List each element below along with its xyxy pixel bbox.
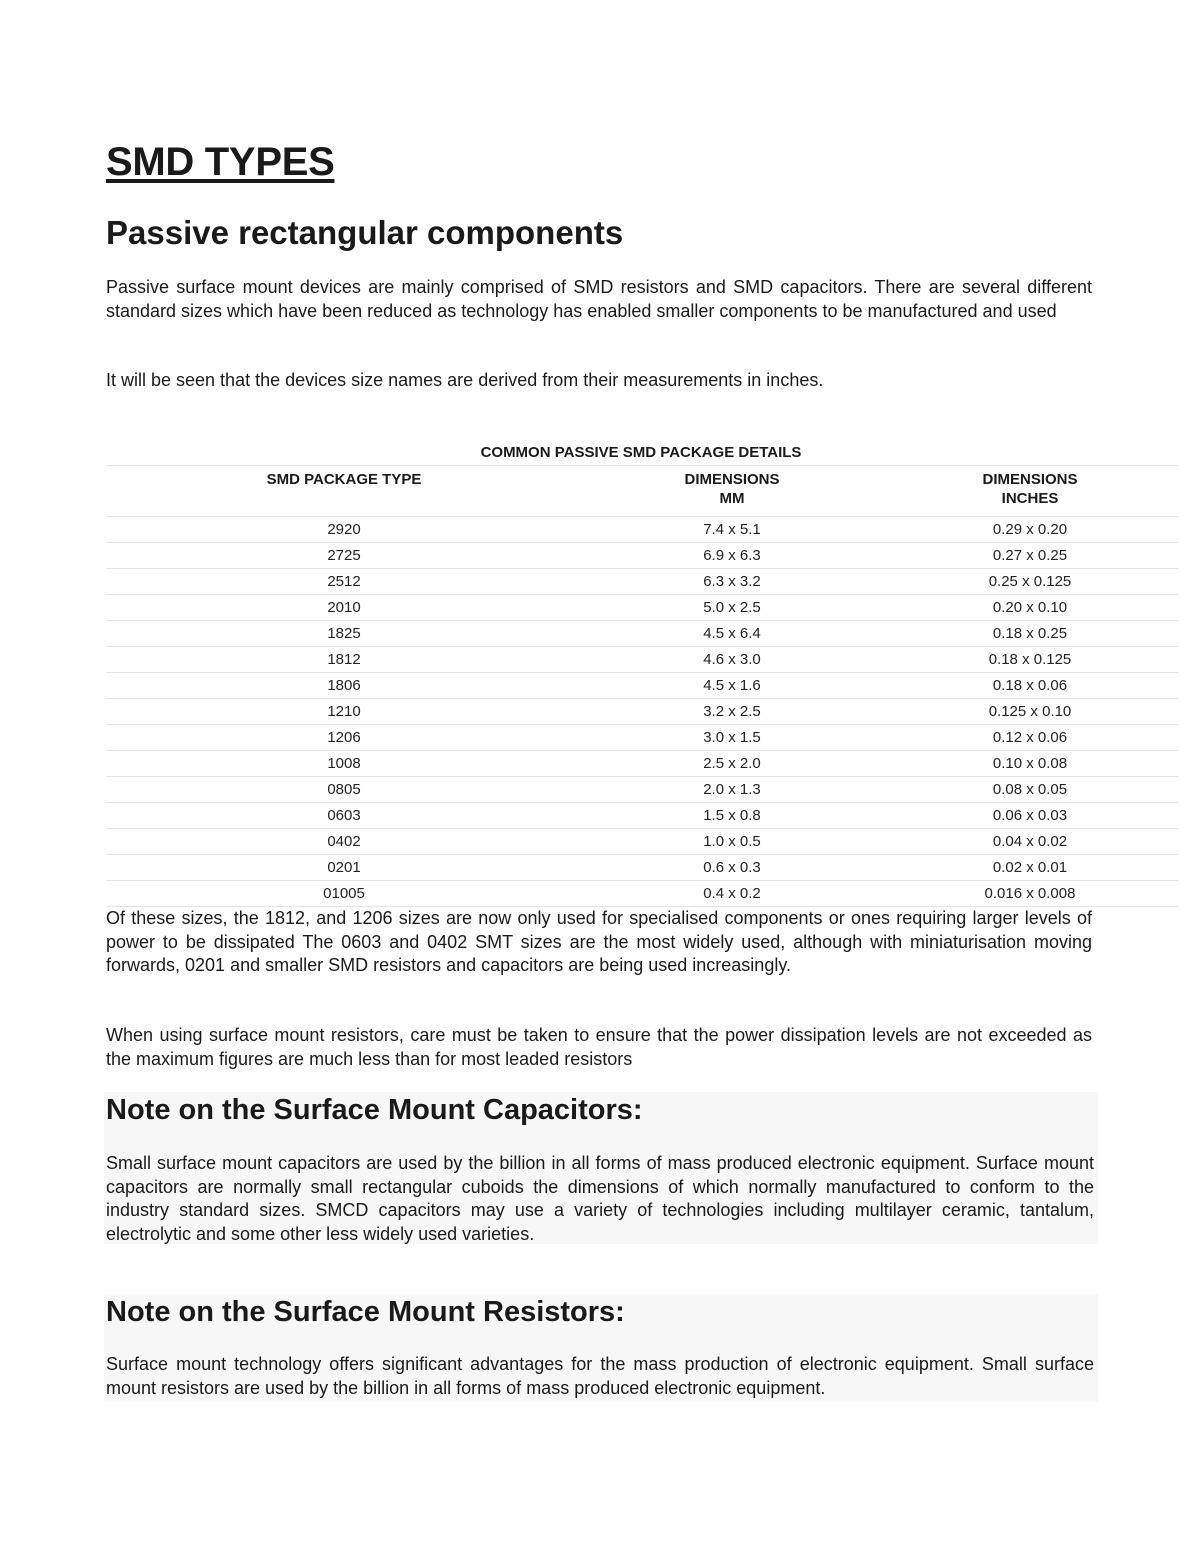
cell-package-type: 1812 <box>106 647 582 673</box>
table-row <box>106 621 1178 647</box>
cell-package-type: 2725 <box>106 543 582 569</box>
cell-dimensions-inches: 0.04 x 0.02 <box>882 829 1178 855</box>
cell-package-type: 01005 <box>106 881 582 907</box>
intro-paragraph: Passive surface mount devices are mainly comprised of SMD resistors and SMD capacitors. There are several different standard sizes which have been reduced as technology has enabled smaller components to be manufactured and used <box>106 277 1092 321</box>
body-paragraph: Of these sizes, the 1812, and 1206 sizes are now only used for specialised components or ones requiring larger levels of power to be dissipated The 0603 and 0402 SMT sizes are the most widely used, although with miniaturisation moving forwards, 0201 and smaller SMD resistors and capacitors are being used increasingly. <box>106 908 1092 975</box>
cell-dimensions-mm: 6.3 x 3.2 <box>582 569 882 595</box>
table-row <box>106 829 1178 855</box>
table-row <box>106 543 1178 569</box>
header-dimensions-inches <box>882 466 1178 517</box>
cell-dimensions-inches: 0.27 x 0.25 <box>882 543 1178 569</box>
cell-dimensions-inches: 0.10 x 0.08 <box>882 751 1178 777</box>
table-row <box>106 881 1178 907</box>
cell-package-type: 1008 <box>106 751 582 777</box>
intro-paragraph: It will be seen that the devices size names are derived from their measurements in inches. <box>106 370 824 390</box>
table-row <box>106 855 1178 881</box>
cell-dimensions-mm: 0.4 x 0.2 <box>582 881 882 907</box>
cell-package-type: 0603 <box>106 803 582 829</box>
capacitors-note <box>104 1092 1098 1244</box>
cell-dimensions-inches: 0.02 x 0.01 <box>882 855 1178 881</box>
cell-dimensions-mm: 4.6 x 3.0 <box>582 647 882 673</box>
cell-dimensions-inches: 0.08 x 0.05 <box>882 777 1178 803</box>
cell-dimensions-mm: 7.4 x 5.1 <box>582 517 882 543</box>
cell-package-type: 0201 <box>106 855 582 881</box>
header-unit: MM <box>719 490 745 507</box>
table-row <box>106 517 1178 543</box>
cell-dimensions-inches: 0.25 x 0.125 <box>882 569 1178 595</box>
table-row <box>106 725 1178 751</box>
cell-dimensions-mm: 1.5 x 0.8 <box>582 803 882 829</box>
cell-dimensions-mm: 4.5 x 6.4 <box>582 621 882 647</box>
cell-dimensions-mm: 2.5 x 2.0 <box>582 751 882 777</box>
note-text: Small surface mount capacitors are used by the billion in all forms of mass produced electronic equipment. Surface mount capacitors are normally small rectangular cuboids the dimensions of which normally manufactured to conform to the industry standard sizes. SMCD capacitors may use a variety of technologies including multilayer ceramic, tantalum, electrolytic and some other less widely used varieties. <box>106 1153 1094 1244</box>
cell-dimensions-mm: 6.9 x 6.3 <box>582 543 882 569</box>
resistors-note <box>104 1294 1098 1402</box>
cell-dimensions-inches: 0.18 x 0.125 <box>882 647 1178 673</box>
note-text: Surface mount technology offers significant advantages for the mass production of electronic equipment. Small surface mount resistors are used by the billion in all forms of mass produced electronic equipment. <box>106 1354 1094 1398</box>
cell-dimensions-mm: 3.0 x 1.5 <box>582 725 882 751</box>
header-label: DIMENSIONS <box>982 471 1078 488</box>
cell-dimensions-inches: 0.06 x 0.03 <box>882 803 1178 829</box>
cell-package-type: 1206 <box>106 725 582 751</box>
cell-package-type: 2512 <box>106 569 582 595</box>
cell-dimensions-mm: 1.0 x 0.5 <box>582 829 882 855</box>
cell-dimensions-mm: 2.0 x 1.3 <box>582 777 882 803</box>
cell-dimensions-inches: 0.125 x 0.10 <box>882 699 1178 725</box>
cell-package-type: 0805 <box>106 777 582 803</box>
header-package-type <box>106 466 582 517</box>
table-row <box>106 751 1178 777</box>
table-row <box>106 647 1178 673</box>
cell-dimensions-inches: 0.20 x 0.10 <box>882 595 1178 621</box>
header-label: SMD PACKAGE TYPE <box>266 471 422 488</box>
cell-package-type: 1210 <box>106 699 582 725</box>
table-row <box>106 595 1178 621</box>
cell-package-type: 2920 <box>106 517 582 543</box>
cell-package-type: 1825 <box>106 621 582 647</box>
table-caption: COMMON PASSIVE SMD PACKAGE DETAILS <box>480 444 802 461</box>
cell-dimensions-mm: 3.2 x 2.5 <box>582 699 882 725</box>
table-row <box>106 699 1178 725</box>
table-header-row <box>106 466 1178 517</box>
cell-dimensions-mm: 0.6 x 0.3 <box>582 855 882 881</box>
body-paragraph: When using surface mount resistors, care must be taken to ensure that the power dissipation levels are not exceeded as the maximum figures are much less than for most leaded resistors <box>106 1025 1092 1069</box>
cell-dimensions-inches: 0.016 x 0.008 <box>882 881 1178 907</box>
note-heading: Note on the Surface Mount Capacitors: <box>106 1094 643 1126</box>
table-row <box>106 569 1178 595</box>
table-row <box>106 777 1178 803</box>
cell-dimensions-mm: 5.0 x 2.5 <box>582 595 882 621</box>
section-heading: Passive rectangular components <box>106 214 624 251</box>
header-dimensions-mm <box>582 466 882 517</box>
cell-dimensions-inches: 0.29 x 0.20 <box>882 517 1178 543</box>
cell-dimensions-mm: 4.5 x 1.6 <box>582 673 882 699</box>
cell-package-type: 1806 <box>106 673 582 699</box>
cell-package-type: 2010 <box>106 595 582 621</box>
table-row <box>106 803 1178 829</box>
cell-package-type: 0402 <box>106 829 582 855</box>
package-table <box>106 465 1178 907</box>
header-unit: INCHES <box>1001 490 1059 507</box>
page-title: SMD TYPES <box>106 140 335 184</box>
cell-dimensions-inches: 0.12 x 0.06 <box>882 725 1178 751</box>
table-row <box>106 673 1178 699</box>
cell-dimensions-inches: 0.18 x 0.06 <box>882 673 1178 699</box>
cell-dimensions-inches: 0.18 x 0.25 <box>882 621 1178 647</box>
table-body <box>106 517 1178 907</box>
header-label: DIMENSIONS <box>684 471 780 488</box>
note-heading: Note on the Surface Mount Resistors: <box>106 1296 625 1328</box>
